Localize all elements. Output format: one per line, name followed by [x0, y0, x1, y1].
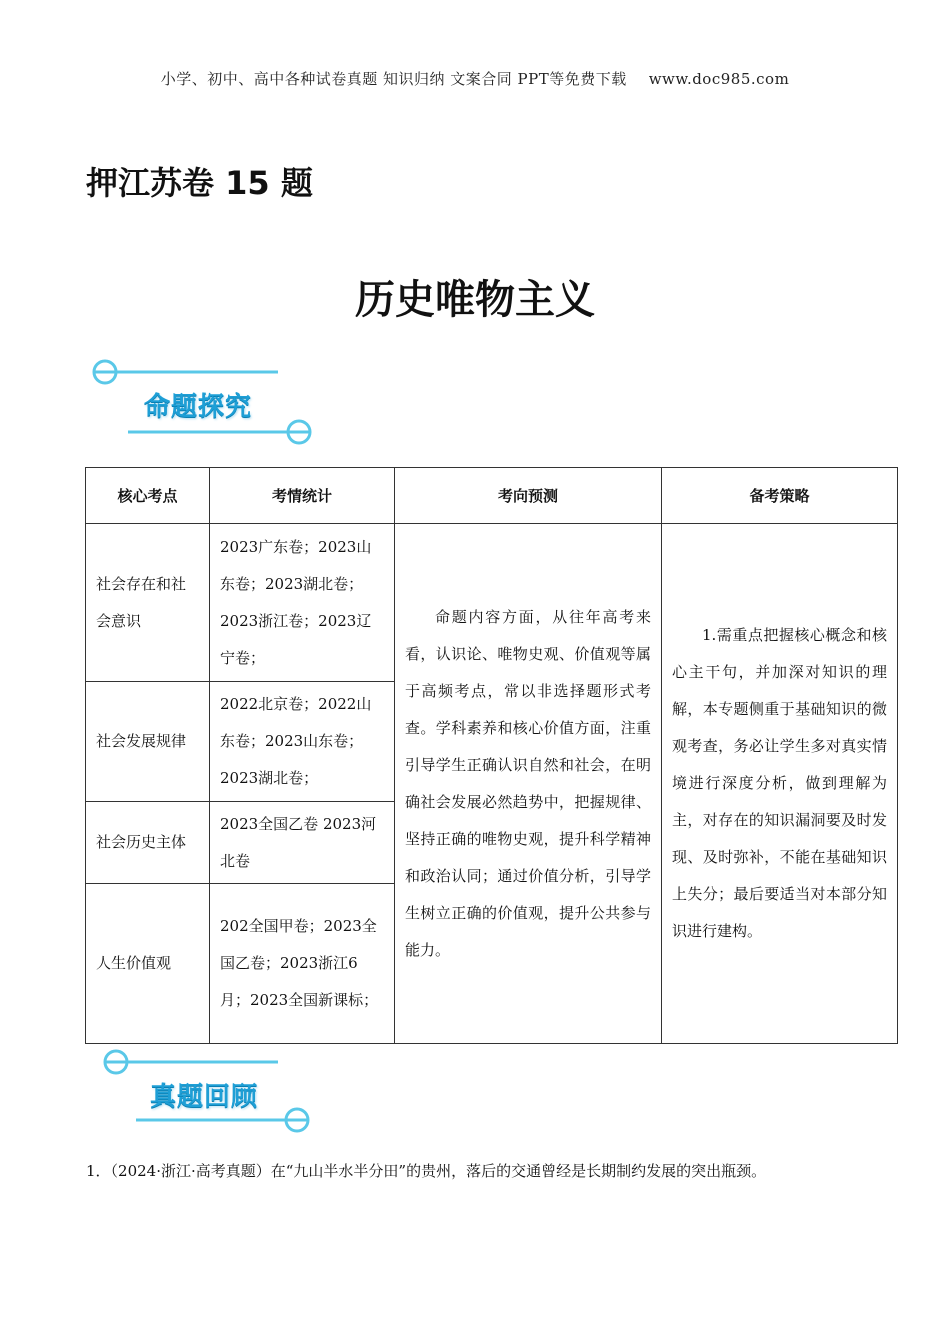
column-header: 核心考点: [86, 468, 210, 524]
section-banner-review: [88, 1046, 318, 1136]
page-title: 押江苏卷 15 题: [86, 164, 313, 202]
banner-label: 命题探究: [144, 392, 253, 422]
section-banner-exploration: [88, 356, 318, 446]
core-point-cell: 社会历史主体: [86, 802, 210, 884]
stats-cell: 202全国甲卷；2023全国乙卷；2023浙江6月；2023全国新课标；: [210, 884, 395, 1044]
column-header: 备考策略: [662, 468, 898, 524]
core-point-cell: 人生价值观: [86, 884, 210, 1044]
header-text: 小学、初中、高中各种试卷真题 知识归纳 文案合同 PPT等免费下载: [160, 70, 627, 88]
stats-cell: 2022北京卷；2022山东卷；2023山东卷；2023湖北卷；: [210, 682, 395, 802]
exam-analysis-table: [85, 467, 898, 1044]
table-row: [86, 524, 898, 682]
core-point-cell: 社会发展规律: [86, 682, 210, 802]
question-text: （2024·浙江·高考真题）在“九山半水半分田”的贵州，落后的交通曾经是长期制约发展的突出瓶颈。: [110, 1162, 767, 1180]
table-header-row: [86, 468, 898, 524]
page-header: [0, 68, 950, 89]
column-header: 考向预测: [395, 468, 662, 524]
forecast-text: 命题内容方面，从往年高考来看，认识论、唯物史观、价值观等属于高频考点，常以非选择题形式考查。学科素养和核心价值方面，注重引导学生正确认识自然和社会，在明确社会发展必然趋势中，把握规律、坚持正确的唯物史观，提升科学精神和政治认同；通过价值分析，引导学生树立正确的价值观，提升公共参与能力。: [405, 607, 651, 959]
forecast-cell: [395, 524, 662, 1044]
question-item: [86, 1160, 886, 1181]
core-point-cell: 社会存在和社会意识: [86, 524, 210, 682]
stats-cell: 2023广东卷；2023山东卷；2023湖北卷；2023浙江卷；2023辽宁卷；: [210, 524, 395, 682]
banner-label: 真题回顾: [150, 1082, 259, 1112]
strategy-cell: [662, 524, 898, 1044]
stats-cell: 2023全国乙卷 2023河北卷: [210, 802, 395, 884]
strategy-text: 1.需重点把握核心概念和核心主干句，并加深对知识的理解，本专题侧重于基础知识的微观考查，务必让学生多对真实情境进行深度分析，做到理解为主，对存在的知识漏洞要及时发现、及时弥补，不能在基础知识上失分；最后要适当对本部分知识进行建构。: [672, 626, 887, 940]
question-number: 1．: [86, 1162, 111, 1180]
topic-title: 历史唯物主义: [355, 277, 595, 323]
column-header: 考情统计: [210, 468, 395, 524]
header-url[interactable]: www.doc985.com: [648, 70, 790, 88]
